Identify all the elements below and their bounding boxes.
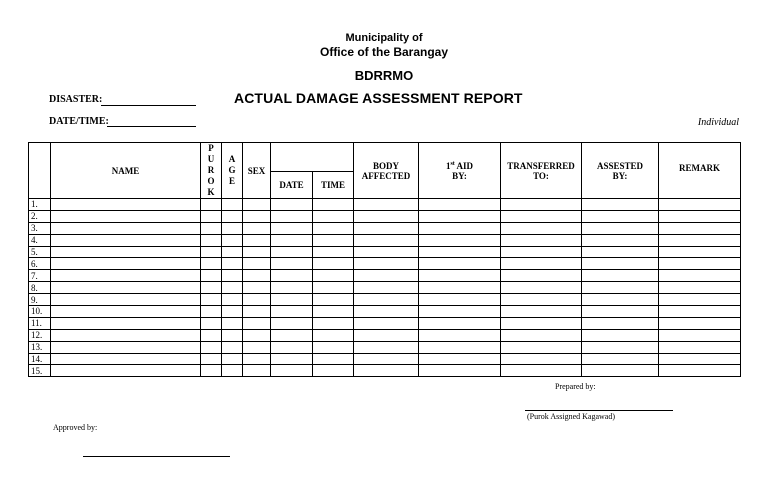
disaster-label: DISASTER:	[49, 94, 103, 105]
table-cell[interactable]	[222, 258, 243, 270]
table-cell[interactable]	[582, 234, 659, 246]
row-number: 6.	[29, 258, 51, 270]
table-cell[interactable]	[51, 246, 201, 258]
table-cell[interactable]	[419, 270, 501, 282]
table-cell[interactable]	[582, 306, 659, 318]
row-number: 9.	[29, 294, 51, 306]
table-cell[interactable]	[271, 306, 313, 318]
table-cell[interactable]	[201, 222, 222, 234]
table-cell[interactable]	[313, 258, 354, 270]
table-cell[interactable]	[313, 294, 354, 306]
table-cell[interactable]	[243, 222, 271, 234]
table-cell[interactable]	[659, 270, 741, 282]
table-cell[interactable]	[419, 234, 501, 246]
table-cell[interactable]	[501, 258, 582, 270]
table-cell[interactable]	[354, 282, 419, 294]
table-cell[interactable]	[222, 329, 243, 341]
table-cell[interactable]	[313, 341, 354, 353]
table-cell[interactable]	[201, 210, 222, 222]
table-cell[interactable]	[419, 365, 501, 377]
table-cell[interactable]	[354, 246, 419, 258]
header-assested: ASSESTED BY:	[582, 143, 659, 199]
table-cell[interactable]	[271, 341, 313, 353]
table-row	[29, 341, 741, 353]
row-number: 14.	[29, 353, 51, 365]
table-cell[interactable]	[51, 234, 201, 246]
table-row	[29, 234, 741, 246]
table-cell[interactable]	[354, 341, 419, 353]
table-cell[interactable]	[271, 317, 313, 329]
table-cell[interactable]	[271, 365, 313, 377]
report-title: ACTUAL DAMAGE ASSESSMENT REPORT	[234, 90, 523, 106]
table-row	[29, 246, 741, 258]
table-cell[interactable]	[419, 210, 501, 222]
table-cell[interactable]	[271, 270, 313, 282]
table-cell[interactable]	[222, 270, 243, 282]
table-cell[interactable]	[51, 222, 201, 234]
table-cell[interactable]	[271, 246, 313, 258]
table-cell[interactable]	[354, 329, 419, 341]
table-cell[interactable]	[501, 222, 582, 234]
office-line: Office of the Barangay	[319, 45, 449, 59]
table-cell[interactable]	[222, 210, 243, 222]
table-cell[interactable]	[501, 234, 582, 246]
approved-by-signature-line[interactable]	[83, 456, 230, 457]
table-cell[interactable]	[51, 258, 201, 270]
table-cell[interactable]	[243, 329, 271, 341]
table-cell[interactable]	[659, 365, 741, 377]
table-cell[interactable]	[243, 341, 271, 353]
table-cell[interactable]	[243, 258, 271, 270]
table-cell[interactable]	[313, 222, 354, 234]
table-cell[interactable]	[501, 329, 582, 341]
table-cell[interactable]	[354, 210, 419, 222]
table-cell[interactable]	[501, 306, 582, 318]
table-cell[interactable]	[659, 210, 741, 222]
table-cell[interactable]	[313, 234, 354, 246]
table-cell[interactable]	[354, 294, 419, 306]
table-cell[interactable]	[201, 329, 222, 341]
table-cell[interactable]	[313, 210, 354, 222]
table-row	[29, 222, 741, 234]
table-cell[interactable]	[51, 353, 201, 365]
table-cell[interactable]	[243, 210, 271, 222]
prepared-by-signature-line[interactable]	[525, 410, 673, 411]
disaster-field[interactable]	[101, 105, 196, 106]
table-cell[interactable]	[659, 258, 741, 270]
table-cell[interactable]	[354, 317, 419, 329]
table-cell[interactable]	[222, 246, 243, 258]
row-number: 15.	[29, 365, 51, 377]
table-cell[interactable]	[201, 258, 222, 270]
table-cell[interactable]	[419, 199, 501, 211]
table-cell[interactable]	[419, 222, 501, 234]
prepared-by-label: Prepared by:	[555, 382, 596, 391]
table-cell[interactable]	[419, 353, 501, 365]
table-cell[interactable]	[201, 353, 222, 365]
table-cell[interactable]	[271, 329, 313, 341]
table-cell[interactable]	[243, 365, 271, 377]
table-cell[interactable]	[659, 199, 741, 211]
header-purok: P U R O K	[201, 143, 222, 199]
row-number: 2.	[29, 210, 51, 222]
table-cell[interactable]	[582, 270, 659, 282]
table-cell[interactable]	[659, 353, 741, 365]
agency-line: BDRRMO	[354, 68, 414, 83]
table-cell[interactable]	[51, 294, 201, 306]
table-cell[interactable]	[243, 246, 271, 258]
row-number: 5.	[29, 246, 51, 258]
table-cell[interactable]	[51, 341, 201, 353]
table-cell[interactable]	[501, 341, 582, 353]
table-row	[29, 282, 741, 294]
table-row	[29, 365, 741, 377]
row-number: 4.	[29, 234, 51, 246]
table-cell[interactable]	[201, 246, 222, 258]
row-number: 3.	[29, 222, 51, 234]
table-cell[interactable]	[582, 317, 659, 329]
table-row	[29, 294, 741, 306]
table-cell[interactable]	[243, 282, 271, 294]
table-cell[interactable]	[313, 365, 354, 377]
header-datetime-blank	[271, 143, 354, 172]
header-body-affected: BODY AFFECTED	[354, 143, 419, 199]
table-cell[interactable]	[271, 210, 313, 222]
table-cell[interactable]	[354, 222, 419, 234]
table-cell[interactable]	[419, 258, 501, 270]
table-cell[interactable]	[243, 306, 271, 318]
table-cell[interactable]	[51, 306, 201, 318]
table-cell[interactable]	[271, 222, 313, 234]
table-cell[interactable]	[501, 317, 582, 329]
table-cell[interactable]	[201, 365, 222, 377]
table-cell[interactable]	[271, 294, 313, 306]
table-cell[interactable]	[582, 282, 659, 294]
table-cell[interactable]	[582, 199, 659, 211]
table-cell[interactable]	[243, 294, 271, 306]
table-cell[interactable]	[201, 282, 222, 294]
table-row	[29, 199, 741, 211]
table-cell[interactable]	[313, 353, 354, 365]
table-cell[interactable]	[419, 282, 501, 294]
row-number: 12.	[29, 329, 51, 341]
table-cell[interactable]	[201, 199, 222, 211]
assessment-table	[28, 142, 741, 377]
table-cell[interactable]	[313, 306, 354, 318]
header-row-top	[29, 143, 741, 172]
table-cell[interactable]	[201, 341, 222, 353]
table-cell[interactable]	[659, 317, 741, 329]
table-cell[interactable]	[201, 294, 222, 306]
table-cell[interactable]	[501, 294, 582, 306]
table-row	[29, 329, 741, 341]
datetime-field[interactable]	[107, 126, 196, 127]
table-cell[interactable]	[354, 258, 419, 270]
table-cell[interactable]	[222, 365, 243, 377]
table-cell[interactable]	[582, 353, 659, 365]
table-cell[interactable]	[243, 317, 271, 329]
table-cell[interactable]	[222, 341, 243, 353]
row-number: 1.	[29, 199, 51, 211]
table-cell[interactable]	[201, 270, 222, 282]
table-row	[29, 317, 741, 329]
header-transferred: TRANSFERRED TO:	[501, 143, 582, 199]
table-cell[interactable]	[51, 199, 201, 211]
table-cell[interactable]	[313, 329, 354, 341]
table-cell[interactable]	[51, 365, 201, 377]
table-cell[interactable]	[222, 222, 243, 234]
table-cell[interactable]	[419, 246, 501, 258]
table-cell[interactable]	[313, 282, 354, 294]
table-cell[interactable]	[501, 282, 582, 294]
report-type: Individual	[697, 117, 739, 128]
header-age: A G E	[222, 143, 243, 199]
table-cell[interactable]	[582, 222, 659, 234]
table-cell[interactable]	[222, 353, 243, 365]
table-cell[interactable]	[201, 317, 222, 329]
table-cell[interactable]	[582, 329, 659, 341]
table-cell[interactable]	[271, 258, 313, 270]
table-cell[interactable]	[501, 210, 582, 222]
table-cell[interactable]	[419, 329, 501, 341]
table-cell[interactable]	[659, 222, 741, 234]
table-cell[interactable]	[501, 246, 582, 258]
table-cell[interactable]	[354, 270, 419, 282]
table-cell[interactable]	[222, 234, 243, 246]
prepared-by-role: (Purok Assigned Kagawad)	[527, 412, 615, 421]
header-date: DATE	[271, 171, 313, 198]
header-first-aid: 1st AID BY:	[419, 143, 501, 199]
table-cell[interactable]	[243, 270, 271, 282]
table-cell[interactable]	[354, 365, 419, 377]
table-cell[interactable]	[313, 246, 354, 258]
table-cell[interactable]	[51, 270, 201, 282]
table-cell[interactable]	[501, 353, 582, 365]
municipality-line: Municipality of	[345, 32, 423, 44]
header-sex: SEX	[243, 143, 271, 199]
table-cell[interactable]	[354, 306, 419, 318]
approved-by-label: Approved by:	[53, 423, 98, 432]
datetime-label: DATE/TIME:	[49, 116, 109, 127]
table-cell[interactable]	[419, 317, 501, 329]
table-cell[interactable]	[51, 210, 201, 222]
table-cell[interactable]	[201, 234, 222, 246]
table-cell[interactable]	[582, 294, 659, 306]
table-cell[interactable]	[313, 317, 354, 329]
row-number: 10.	[29, 306, 51, 318]
header-name: NAME	[51, 143, 201, 199]
table-cell[interactable]	[659, 341, 741, 353]
header-time: TIME	[313, 171, 354, 198]
header-remark: REMARK	[659, 143, 741, 199]
table-cell[interactable]	[271, 282, 313, 294]
table-cell[interactable]	[271, 234, 313, 246]
table-cell[interactable]	[582, 258, 659, 270]
header-blank	[29, 143, 51, 199]
row-number: 13.	[29, 341, 51, 353]
table-cell[interactable]	[51, 329, 201, 341]
table-cell[interactable]	[419, 306, 501, 318]
table-cell[interactable]	[659, 282, 741, 294]
table-cell[interactable]	[222, 317, 243, 329]
table-cell[interactable]	[222, 306, 243, 318]
table-cell[interactable]	[659, 306, 741, 318]
table-cell[interactable]	[659, 234, 741, 246]
table-cell[interactable]	[243, 234, 271, 246]
table-cell[interactable]	[419, 294, 501, 306]
first-aid-superscript: st	[450, 160, 455, 167]
table-cell[interactable]	[271, 199, 313, 211]
table-row	[29, 258, 741, 270]
table-cell[interactable]	[201, 306, 222, 318]
row-number: 7.	[29, 270, 51, 282]
table-cell[interactable]	[582, 341, 659, 353]
table-cell[interactable]	[354, 353, 419, 365]
table-cell[interactable]	[659, 329, 741, 341]
table-row	[29, 353, 741, 365]
table-cell[interactable]	[582, 365, 659, 377]
table-row	[29, 306, 741, 318]
table-row	[29, 270, 741, 282]
table-cell[interactable]	[313, 199, 354, 211]
table-cell[interactable]	[501, 365, 582, 377]
table-cell[interactable]	[243, 199, 271, 211]
table-cell[interactable]	[501, 199, 582, 211]
table-cell[interactable]	[582, 246, 659, 258]
table-cell[interactable]	[243, 353, 271, 365]
table-cell[interactable]	[222, 199, 243, 211]
table-cell[interactable]	[51, 282, 201, 294]
table-cell[interactable]	[659, 246, 741, 258]
row-number: 11.	[29, 317, 51, 329]
table-cell[interactable]	[501, 270, 582, 282]
table-cell[interactable]	[354, 234, 419, 246]
table-cell[interactable]	[51, 317, 201, 329]
table-row	[29, 210, 741, 222]
table-cell[interactable]	[354, 199, 419, 211]
table-cell[interactable]	[313, 270, 354, 282]
table-cell[interactable]	[419, 341, 501, 353]
table-cell[interactable]	[271, 353, 313, 365]
table-cell[interactable]	[582, 210, 659, 222]
row-number: 8.	[29, 282, 51, 294]
table-cell[interactable]	[222, 282, 243, 294]
table-cell[interactable]	[659, 294, 741, 306]
table-cell[interactable]	[222, 294, 243, 306]
